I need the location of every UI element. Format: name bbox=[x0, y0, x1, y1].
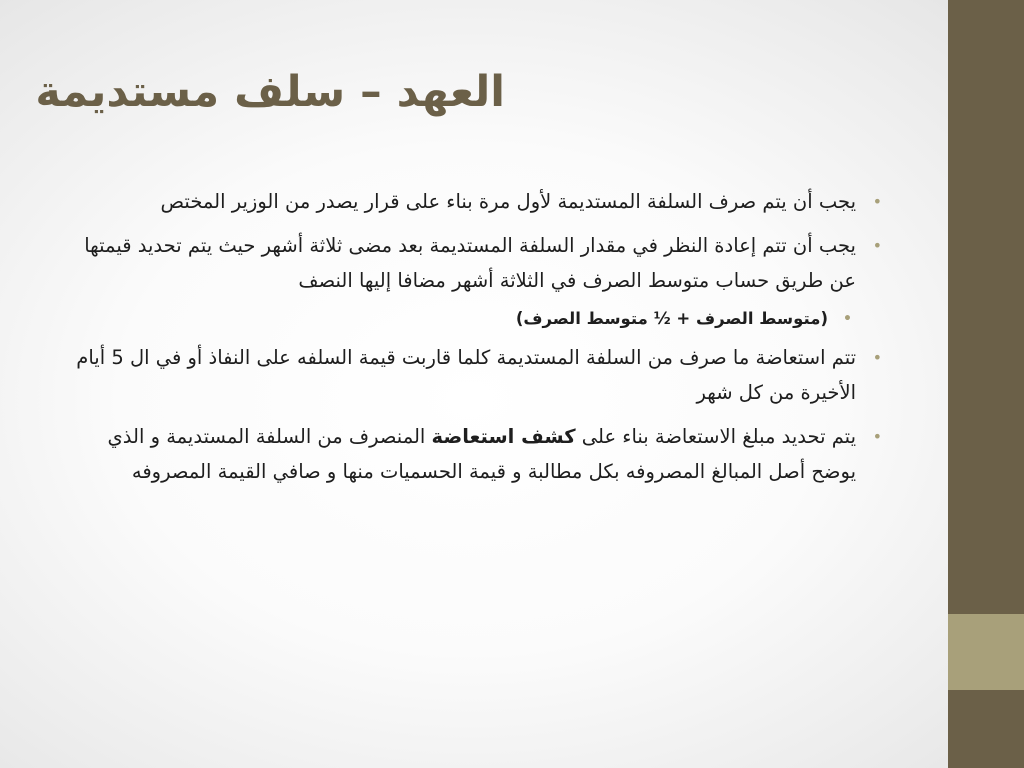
bullet-item bbox=[60, 419, 890, 489]
bullet-dot-icon: • bbox=[872, 348, 882, 367]
bullet-dot-icon: • bbox=[872, 427, 882, 446]
bullet-dot-icon: • bbox=[872, 192, 882, 211]
sub-bullet-dot-icon: • bbox=[843, 311, 852, 327]
bullet-text-end: المنصرف من السلفة المستديمة و الذي يوضح أصل المبالغ المصروفه بكل مطالبة و قيمة الحسميات منها و صافي القيمة المصروفه bbox=[107, 425, 856, 483]
bullet-text: تتم استعاضة ما صرف من السلفة المستديمة كلما قاربت قيمة السلفه على النفاذ أو في ال 5 أيام الأخيرة من كل شهر bbox=[76, 346, 856, 404]
bullet-item bbox=[60, 184, 890, 219]
sub-bullet-item bbox=[60, 303, 890, 335]
bullet-text: يجب أن يتم صرف السلفة المستديمة لأول مرة بناء على قرار يصدر من الوزير المختص bbox=[160, 190, 856, 213]
slide-title: العهد – سلف مستديمة bbox=[35, 67, 505, 117]
bullet-list bbox=[60, 184, 890, 498]
sidebar-accent-block bbox=[948, 614, 1024, 690]
bullet-item bbox=[60, 228, 890, 298]
bullet-dot-icon: • bbox=[872, 236, 882, 255]
bullet-text: يجب أن تتم إعادة النظر في مقدار السلفة المستديمة بعد مضى ثلاثة أشهر حيث يتم تحديد قيمتها عن طريق حساب متوسط الصرف في الثلاثة أشهر مضافا إليها النصف bbox=[84, 234, 856, 292]
bullet-text-bold: كشف استعاضة bbox=[431, 425, 576, 448]
bullet-item bbox=[60, 340, 890, 410]
bullet-text-start: يتم تحديد مبلغ الاستعاضة بناء على bbox=[581, 425, 856, 448]
sub-bullet-text: (متوسط الصرف + ½ متوسط الصرف) bbox=[515, 309, 828, 328]
